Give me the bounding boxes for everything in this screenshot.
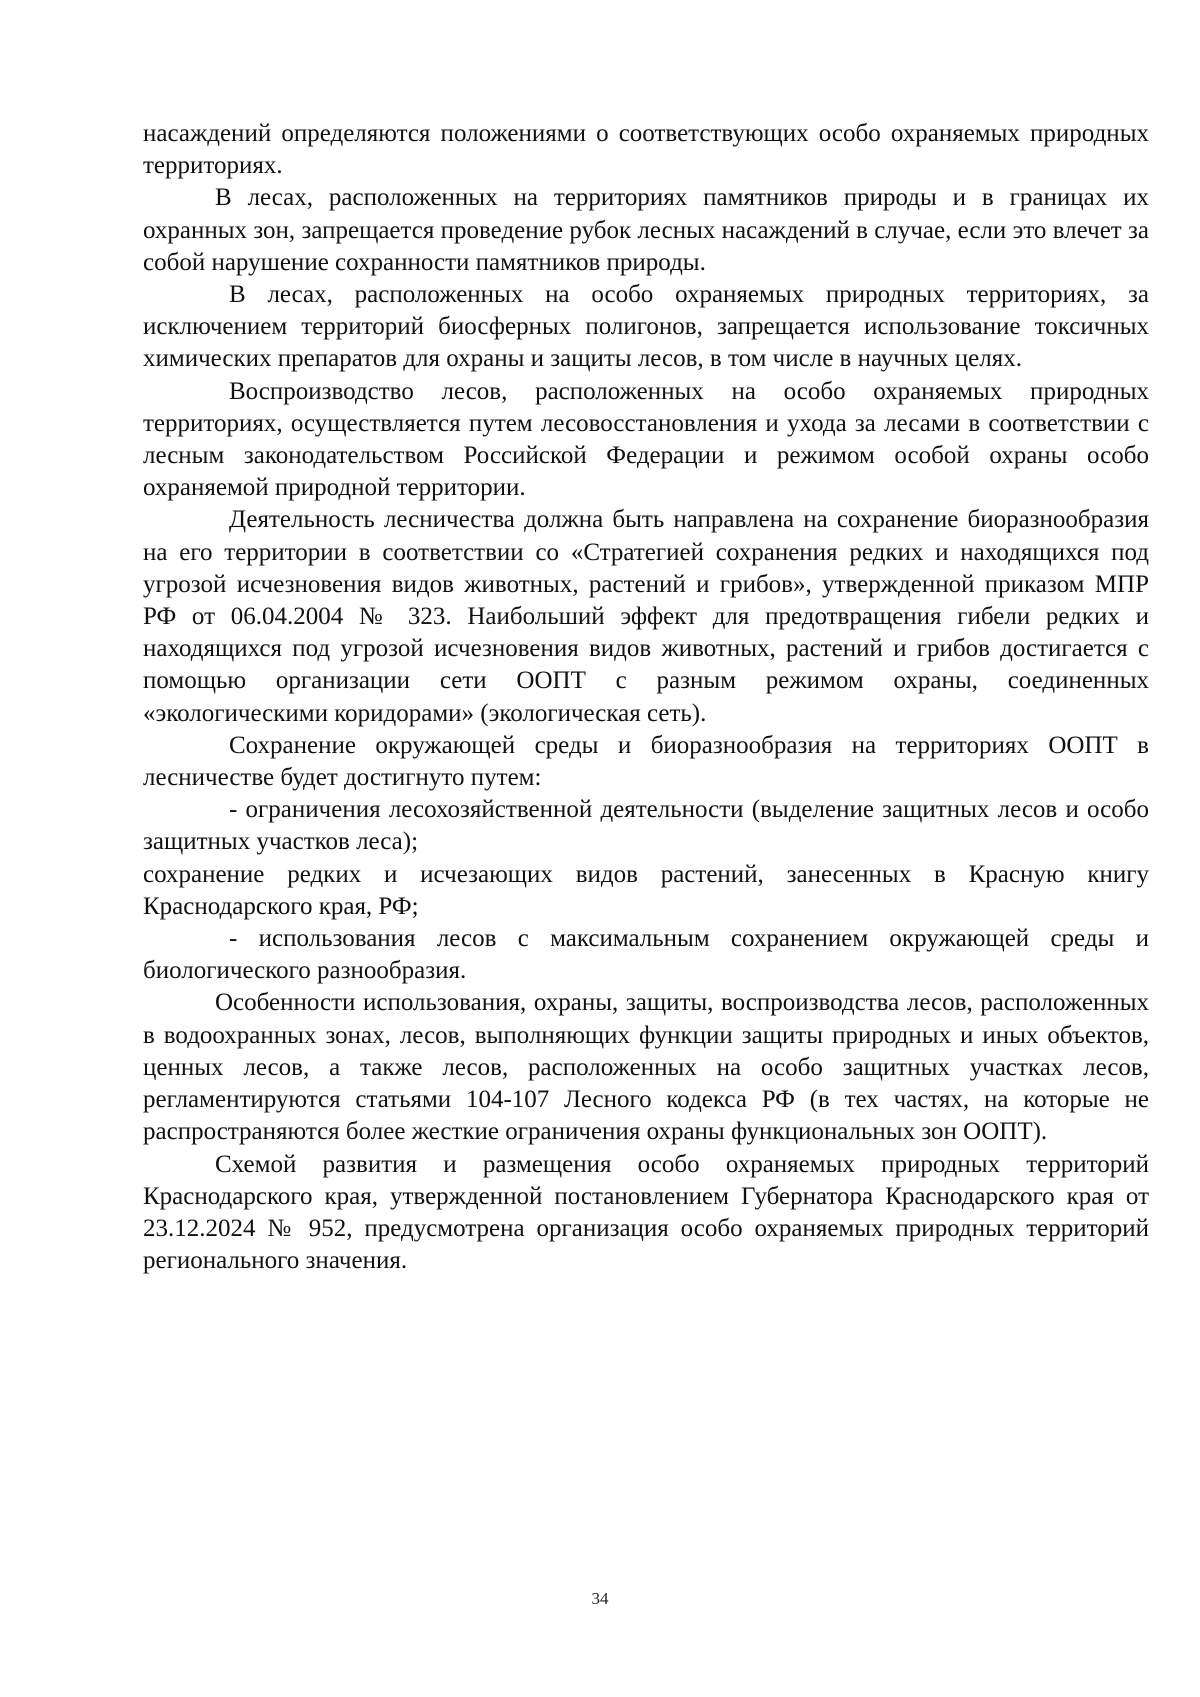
body-text	[143, 118, 1149, 1277]
paragraph-1: насаждений определяются положениями о соответствующих особо охраняемых природных территориях.	[143, 120, 1149, 180]
paragraph-5: Деятельность лесничества должна быть направлена на сохранение биоразнообразия на его территории в соответствии со «Стратегией сохранения редких и находящихся под угрозой исчезновения видов животных, растений и грибов», утвержденной приказом МПР РФ от 06.04.2004 № 323. Наибольший эффект для предотвращения гибели редких и находящихся под угрозой исчезновения видов животных, растений и грибов достигается с помощью организации сети ООПТ с разным режимом охраны, соединенных «экологическими коридорами» (экологическая сеть).	[143, 506, 1149, 727]
paragraph-4: Воспроизводство лесов, расположенных на особо охраняемых природных территориях, осуществляется путем лесовосстановления и ухода за лесами в соответствии с лесным законодательством Российской Федерации и режимом особой охраны особо охраняемой природной территории.	[143, 377, 1149, 502]
paragraph-2: В лесах, расположенных на территориях памятников природы и в границах их охранных зон, запрещается проведение рубок лесных насаждений в случае, если это влечет за собой нарушение сохранности памятников природы.	[143, 184, 1149, 276]
paragraph-8: Схемой развития и размещения особо охраняемых природных территорий Краснодарского края, утвержденной постановлением Губернатора Краснодарского края от 23.12.2024 № 952, предусмотрена организация особо охраняемых природных территорий регионального значения.	[143, 1150, 1149, 1275]
paragraph-7: Особенности использования, охраны, защиты, воспроизводства лесов, расположенных в водоохранных зонах, лесов, выполняющих функции защиты природных и иных объектов, ценных лесов, а также лесов, расположенных на особо защитных участках лесов, регламентируются статьями 104-107 Лесного кодекса РФ (в тех частях, на которые не распространяются более жесткие ограничения охраны функциональных зон ООПТ).	[143, 989, 1149, 1146]
list-item-2: сохранение редких и исчезающих видов растений, занесенных в Красную книгу Краснодарского края, РФ;	[143, 860, 1149, 920]
list-item-3: - использования лесов с максимальным сохранением окружающей среды и биологического разнообразия.	[143, 925, 1149, 985]
page-number: 34	[591, 1589, 609, 1608]
paragraph-3: В лесах, расположенных на особо охраняемых природных территориях, за исключением территорий биосферных полигонов, запрещается использование токсичных химических препаратов для охраны и защиты лесов, в том числе в научных целях.	[143, 281, 1149, 373]
paragraph-6: Сохранение окружающей среды и биоразнообразия на территориях ООПТ в лесничестве будет достигнуто путем:	[143, 731, 1149, 792]
list-item-1: - ограничения лесохозяйственной деятельности (выделение защитных лесов и особо защитных участков леса);	[143, 796, 1149, 856]
